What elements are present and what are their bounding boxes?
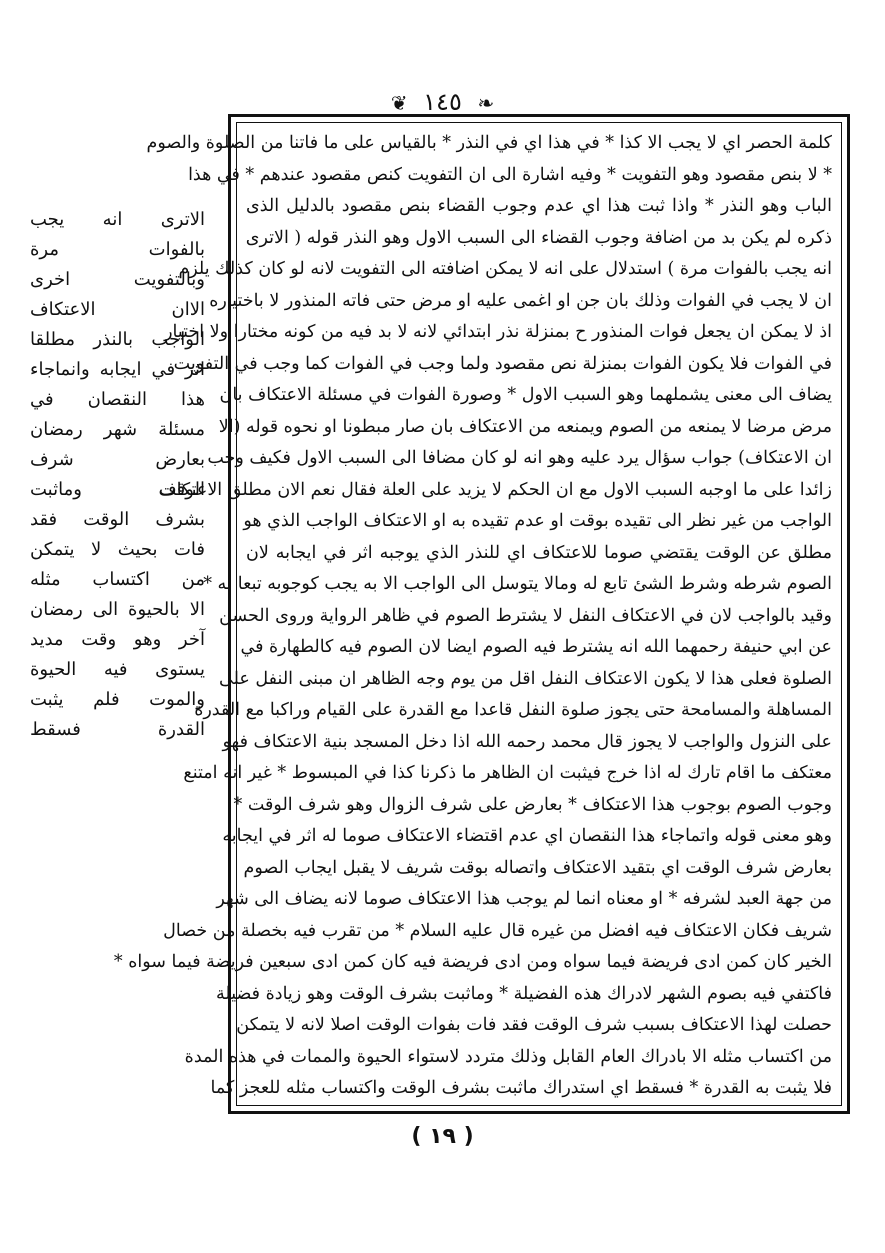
margin-line: فات بحيث لا يتمكن bbox=[30, 539, 205, 560]
text-line: ان الاعتكاف) جواب سؤال يرد عليه وهو انه لو كان مضافا الى السبب الاول فكيف وجب bbox=[207, 448, 832, 468]
text-line: حصلت لهذا الاعتكاف بسبب شرف الوقت فقد فات بفوات الوقت اصلا لانه لا يتمكن bbox=[236, 1015, 832, 1035]
page-number-value: ١٤٥ bbox=[423, 88, 462, 116]
text-line: فاكتفي فيه بصوم الشهر لادراك هذه الفضيلة * وماثبت بشرف الوقت وهو زيادة فضيلة bbox=[216, 983, 832, 1004]
page-number bbox=[0, 88, 885, 116]
text-line: ان لا يجب في الفوات وذلك بان جن او اغمى عليه او مرض حتى فاته المنذور لا باختياره bbox=[209, 290, 832, 311]
text-line: وقيد بالواجب لان في الاعتكاف النفل لا يشترط الصوم في ظاهر الرواية وروى الحسن bbox=[219, 605, 832, 626]
margin-line: والموت فلم يثبت bbox=[30, 689, 205, 710]
text-line: مطلق عن الوقت يقتضي صوما للاعتكاف اي للنذر الذي يوجبه اثر في ايجابه لان bbox=[246, 542, 832, 563]
text-line: على النزول والواجب لا يجوز قال محمد رحمه الله اذا دخل المسجد بنية الاعتكاف فهو bbox=[222, 731, 832, 752]
margin-line: الاترى انه يجب bbox=[30, 209, 205, 230]
margin-line: وبالتفويت اخرى bbox=[30, 269, 205, 290]
text-line: مرض مرضا لا يمنعه من الصوم ويمنعه من الاعتكاف بان صار مبطونا او نحوه قوله (الا bbox=[218, 416, 832, 437]
text-line: وجوب الصوم بوجوب هذا الاعتكاف * بعارض على شرف الزوال وهو شرف الوقت * bbox=[233, 794, 832, 815]
text-line: الصوم شرطه وشرط الشئ تابع له ومالا يتوسل الى الواجب الا به يجب كوجوبه تبعا له * bbox=[203, 574, 832, 594]
text-line: معتكف ما اقام تارك له اذا خرج فيثبت ان الظاهر ما ذكرنا كذا في المبسوط * غير انه امتنع bbox=[183, 763, 832, 783]
margin-line: الوقت وماثبت bbox=[30, 479, 205, 500]
margin-line: اثر في ايجابه وانماجاء bbox=[30, 359, 205, 380]
margin-line: بشرف الوقت فقد bbox=[30, 509, 205, 530]
ornament-right-icon: ❧ bbox=[477, 91, 495, 115]
text-line: شريف فكان الاعتكاف فيه افضل من غيره قال عليه السلام * من تقرب فيه بخصلة من خصال bbox=[163, 920, 832, 941]
text-line: في الفوات فلا يكون الفوات بمنزلة نص مقصود ولما وجب في الفوات كما وجب في التفويت bbox=[173, 353, 832, 374]
margin-line: مسئلة شهر رمضان bbox=[30, 419, 205, 440]
margin-line: القدرة فسقط bbox=[30, 719, 205, 740]
text-line: الواجب من غير نظر الى تقيده بوقت او عدم تقيده به او الاعتكاف الواجب الذي هو bbox=[243, 511, 832, 531]
margin-line: هذا النقصان في bbox=[30, 389, 205, 410]
margin-line: من اكتساب مثله bbox=[30, 569, 205, 590]
text-line: بعارض شرف الوقت اي بتقيد الاعتكاف واتصاله بوقت شريف لا يقبل ايجاب الصوم bbox=[243, 857, 832, 878]
text-line: * لا بنص مقصود وهو التفويت * وفيه اشارة الى ان التفويت كنص مقصود عندهم * في هذا bbox=[188, 164, 832, 185]
text-line: الخير كان كمن ادى فريضة فيما سواه ومن ادى فريضة فيه كان كمن ادى سبعين فريضة فيما سواه * bbox=[113, 952, 832, 972]
text-line: زائدا على ما اوجبه السبب الاول مع ان الحكم لا يزيد على العلة فقال نعم الان مطلق الاعتكاف bbox=[158, 479, 832, 500]
margin-line: بعارض شرف bbox=[30, 449, 205, 470]
text-line: الصلوة فعلى هذا لا يكون الاعتكاف النفل اقل من يوم وجه الظاهر ان مبنى النفل على bbox=[219, 668, 832, 689]
margin-line: الواجب بالنذر مطلقا bbox=[30, 329, 205, 350]
margin-line: بالفوات مرة bbox=[30, 239, 205, 260]
text-line: انه يجب بالفوات مرة ) استدلال على انه لا يمكن اضافته الى التفويت لانه لو كان كذلك يلزم bbox=[178, 259, 832, 279]
text-line: المساهلة والمسامحة حتى يجوز صلوة النفل قاعدا مع القدرة على القيام وراكبا مع القدرة bbox=[194, 700, 832, 720]
margin-commentary bbox=[30, 205, 205, 765]
text-line: من اكتساب مثله الا بادراك العام القابل وذلك متردد لاستواء الحيوة والممات في هذه المدة bbox=[184, 1046, 832, 1067]
text-line: كلمة الحصر اي لا يجب الا كذا * في هذا اي في النذر * بالقياس على ما فاتنا من الصلوة والصوم bbox=[146, 133, 832, 153]
margin-line: آخر وهو وقت مديد bbox=[30, 629, 205, 650]
text-line: اذ لا يمكن ان يجعل فوات المنذور ح بمنزلة نذر ابتدائي لانه لا بد فيه من كونه مختارا ولا اختيار bbox=[164, 322, 832, 342]
ornament-left-icon: ❦ bbox=[390, 91, 408, 115]
text-line: فلا يثبت به القدرة * فسقط اي استدراك ماثبت بشرف الوقت واكتساب مثله للعجز كما bbox=[210, 1078, 832, 1098]
text-line: وهو معنى قوله واتماجاء هذا النقصان اي عدم اقتضاء الاعتكاف صوما له اثر في ايجابه bbox=[222, 826, 832, 846]
signature-mark: ( ١٩ ) bbox=[411, 1124, 474, 1149]
text-line: يضاف الى معنى يشملهما وهو السبب الاول * وصورة الفوات في مسئلة الاعتكاف بان bbox=[219, 385, 832, 405]
text-line: من جهة العبد لشرفه * او معناه انما لم يوجب هذا الاعتكاف صوما لانه يضاف الى شهر bbox=[216, 889, 832, 909]
text-line: عن ابي حنيفة رحمهما الله انه يشترط فيه الصوم ايضا لان الصوم فيه كالطهارة في bbox=[240, 637, 832, 657]
margin-line: يستوى فيه الحيوة bbox=[30, 659, 205, 680]
text-line: ذكره لم يكن بد من اضافة وجوب القضاء الى السبب الاول وهو النذر قوله ( الاترى bbox=[245, 227, 832, 248]
margin-line: الاان الاعتكاف bbox=[30, 299, 205, 320]
text-line: الباب وهو النذر * واذا ثبت هذا اي عدم وجوب القضاء بنص مقصود بالدليل الذى bbox=[246, 196, 832, 216]
margin-line: الا بالحيوة الى رمضان bbox=[30, 599, 205, 620]
